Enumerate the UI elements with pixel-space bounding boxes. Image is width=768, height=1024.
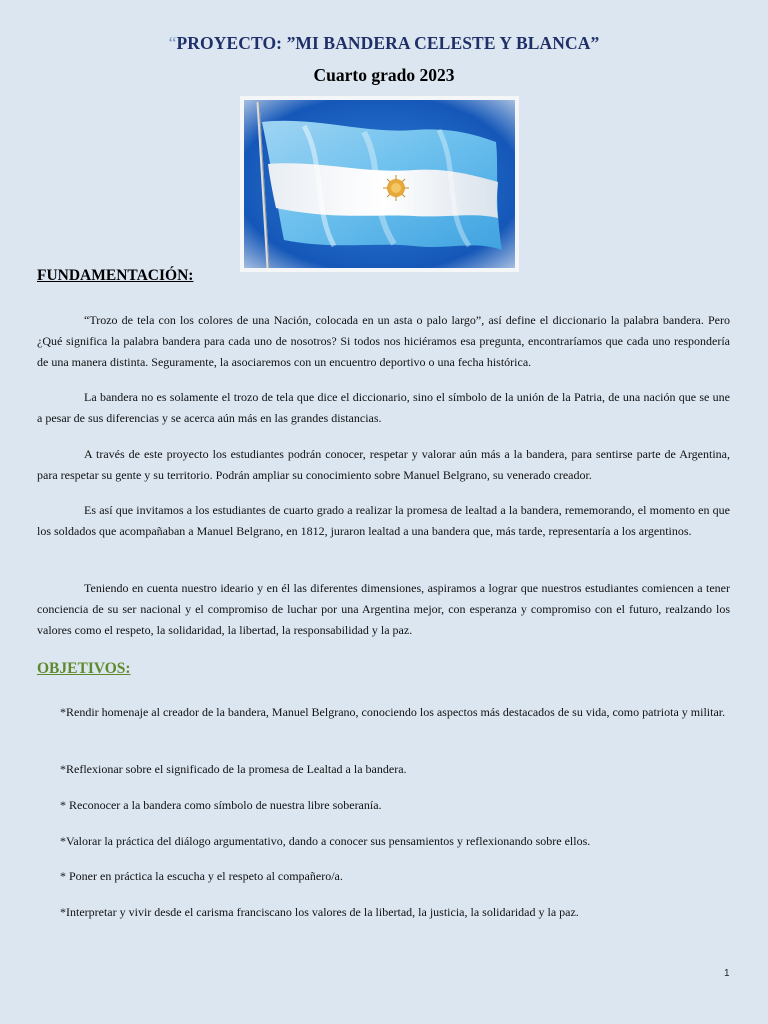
document-subtitle: Cuarto grado 2023 [313,65,455,85]
objetivo-item-3: * Reconocer a la bandera como símbolo de nuestra libre soberanía. [60,798,382,812]
fundamentacion-paragraph-5: Teniendo en cuenta nuestro ideario y en él las diferentes dimensiones, aspiramos a lograr que nuestros estudiantes comiencen a tener conciencia de su ser nacional y el compromiso de luchar por una Argentina mejor, con esperanza y compromiso con el futuro, realzando los valores como el respeto, la solidaridad, la libertad, la responsabilidad y la paz. [37,581,730,637]
objetivo-item-6: *Interpretar y vivir desde el carisma franciscano los valores de la libertad, la justicia, la solidaridad y la paz. [60,905,579,919]
document-title [0,33,768,54]
objetivo-item-5: * Poner en práctica la escucha y el respeto al compañero/a. [60,869,343,883]
objetivo-item-4: *Valorar la práctica del diálogo argumentativo, dando a conocer sus pensamientos y reflexionando sobre ellos. [60,834,591,848]
fundamentacion-heading: FUNDAMENTACIÓN: [37,267,194,284]
fundamentacion-paragraph-1: “Trozo de tela con los colores de una Nación, colocada en un asta o palo largo”, así define el diccionario la palabra bandera. Pero ¿Qué significa la palabra bandera para cada uno de nosotros? Si todos nos hiciéramos esa pregunta, encontraríamos que cada uno respondería de una manera distinta. Seguramente, la asociaremos con un encuentro deportivo o una fecha histórica. [37,313,730,369]
fundamentacion-paragraph-2: La bandera no es solamente el trozo de tela que dice el diccionario, sino el símbolo de la unión de la Patria, de una nación que se une a pesar de sus diferencias y se acerca aún más en las grandes distancias. [37,390,730,425]
title-text: PROYECTO: ”MI BANDERA CELESTE Y BLANCA” [176,33,600,53]
fundamentacion-paragraph-3: A través de este proyecto los estudiantes podrán conocer, respetar y valorar aún más a la bandera, para sentirse parte de Argentina, para respetar su gente y su territorio. Podrán ampliar su conocimiento sobre Manuel Belgrano, su venerado creador. [37,447,730,482]
flag-image [240,96,519,272]
objetivo-item-1: *Rendir homenaje al creador de la bandera, Manuel Belgrano, conociendo los aspectos más destacados de su vida, como patriota y militar. [60,705,726,719]
objetivos-heading: OBJETIVOS: [37,660,131,677]
page-number: 1 [724,968,730,979]
fundamentacion-paragraph-4: Es así que invitamos a los estudiantes de cuarto grado a realizar la promesa de lealtad a la bandera, rememorando, el momento en que los soldados que acompañaban a Manuel Belgrano, en 1812, juraron lealtad a una bandera que, más tarde, representaría a los argentinos. [37,503,730,538]
objetivo-item-2: *Reflexionar sobre el significado de la promesa de Lealtad a la bandera. [60,762,407,776]
title-open-quote: “ [168,33,177,53]
argentine-flag-photo-icon [244,100,515,268]
